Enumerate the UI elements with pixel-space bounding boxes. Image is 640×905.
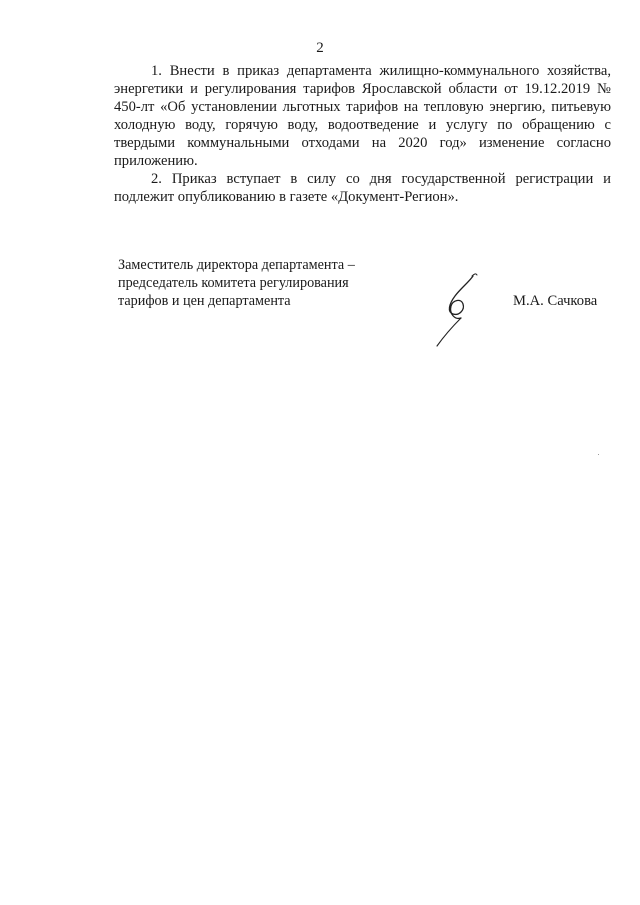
scan-artifact (598, 454, 599, 455)
signatory-position-line: Заместитель директора департамента – (118, 257, 355, 273)
signatory-position-line: тарифов и цен департамента (118, 293, 291, 309)
signatory-position-line: председатель комитета регулирования (118, 275, 349, 291)
handwritten-signature (425, 266, 495, 352)
signer-name: М.А. Сачкова (513, 293, 598, 309)
document-body (114, 62, 611, 206)
paragraph-1: 1. Внести в приказ департамента жилищно-коммунального хозяйства, энергетики и регулирования тарифов Ярославской области от 19.12.2019 № 450-лт «Об установлении льготных тарифов на тепловую энергию, питьевую холодную воду, горячую воду, водоотведение и услугу по обращению с твердыми коммунальными отходами на 2020 год» изменение согласно приложению. (114, 63, 611, 169)
paragraph-2: 2. Приказ вступает в силу со дня государственной регистрации и подлежит опубликованию в газете «Документ-Регион». (114, 171, 611, 205)
signatory-position (118, 256, 408, 310)
page-number: 2 (316, 40, 324, 56)
